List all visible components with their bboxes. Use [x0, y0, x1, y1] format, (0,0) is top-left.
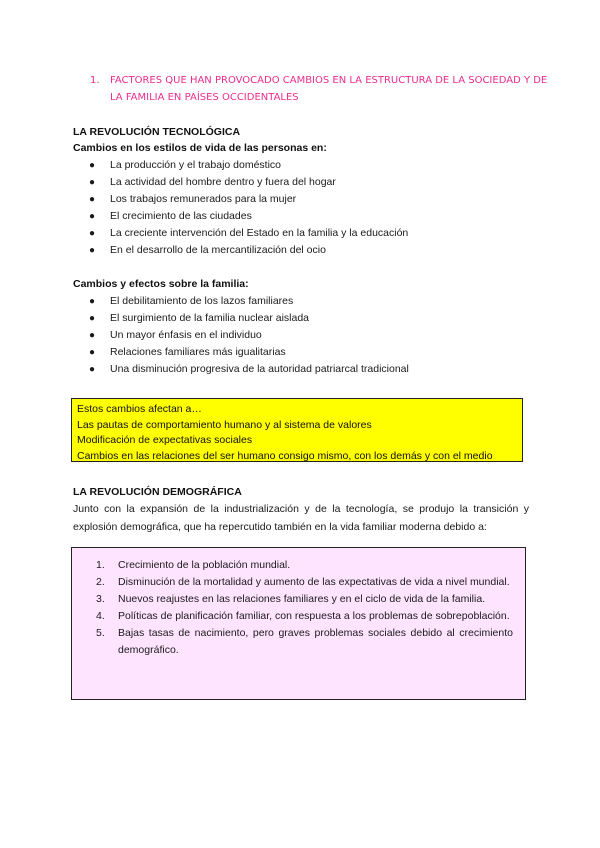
highlight-line: Las pautas de comportamiento humano y al sistema de valores [77, 418, 372, 431]
list-item: ● La creciente intervención del Estado en la familia y la educación [73, 225, 533, 242]
demo-paragraph: Junto con la expansión de la industrialización y de la tecnología, se produjo la transición y explosión demográfica, que ha repercutido también en la vida familiar moderna debido a: [73, 503, 529, 533]
list-item: 3. Nuevos reajustes en las relaciones familiares y en el ciclo de vida de la familia. [96, 591, 513, 608]
bullet-icon: ● [89, 364, 96, 375]
demo-section [73, 484, 533, 500]
bullet-icon: ● [89, 177, 96, 188]
list-item: ● La producción y el trabajo doméstico [73, 157, 533, 174]
item-number: 1. [96, 559, 105, 571]
demo-factors-box [71, 547, 526, 700]
highlight-box [71, 398, 523, 462]
bullet-icon: ● [89, 211, 96, 222]
tech-heading: LA REVOLUCIÓN TECNOLÓGICA [73, 126, 241, 138]
bullet-icon: ● [89, 313, 96, 324]
demo-heading: LA REVOLUCIÓN DEMOGRÁFICA [73, 486, 242, 498]
list-item: ● La actividad del hombre dentro y fuera del hogar [73, 174, 533, 191]
bullet-icon: ● [89, 296, 96, 307]
list-item: 5. Bajas tasas de nacimiento, pero graves problemas sociales debido al crecimiento demográfico. [96, 627, 513, 656]
list-item: ● Relaciones familiares más igualitarias [73, 344, 533, 361]
list-item: ● El debilitamiento de los lazos familiares [73, 293, 533, 310]
list-item: ● En el desarrollo de la mercantilización del ocio [73, 242, 533, 259]
highlight-line: Estos cambios afectan a… [77, 403, 202, 415]
item-number: 2. [96, 576, 105, 588]
highlight-line: Cambios en las relaciones del ser humano consigo mismo, con los demás y con el medio [77, 449, 493, 462]
family-section [73, 276, 533, 378]
item-number: 4. [96, 610, 105, 622]
tech-section [73, 124, 533, 259]
highlight-line: Modificación de expectativas sociales [77, 434, 253, 446]
list-item: ● El surgimiento de la familia nuclear aislada [73, 310, 533, 327]
demo-list [96, 557, 513, 659]
tech-subheading: Cambios en los estilos de vida de las personas en: [73, 142, 327, 154]
tech-list [73, 157, 533, 259]
title-text: FACTORES QUE HAN PROVOCADO CAMBIOS EN LA ESTRUCTURA DE LA SOCIEDAD Y DE LA FAMILIA EN PAÍSES OCCIDENTALES [110, 75, 548, 103]
bullet-icon: ● [89, 245, 96, 256]
list-item: 4. Políticas de planificación familiar, con respuesta a los problemas de sobrepoblación. [96, 608, 513, 625]
item-number: 3. [96, 593, 105, 605]
bullet-icon: ● [89, 228, 96, 239]
family-subheading: Cambios y efectos sobre la familia: [73, 278, 249, 290]
list-item: 2. Disminución de la mortalidad y aumento de las expectativas de vida a nivel mundial. [96, 574, 513, 591]
list-item: ● Una disminución progresiva de la autoridad patriarcal tradicional [73, 361, 533, 378]
family-list [73, 293, 533, 378]
title-number: 1. [90, 75, 100, 86]
list-item: ● Los trabajos remunerados para la mujer [73, 191, 533, 208]
item-number: 5. [96, 627, 105, 639]
list-item: ● Un mayor énfasis en el individuo [73, 327, 533, 344]
bullet-icon: ● [89, 160, 96, 171]
list-item: 1. Crecimiento de la población mundial. [96, 557, 513, 574]
bullet-icon: ● [89, 347, 96, 358]
bullet-icon: ● [89, 330, 96, 341]
bullet-icon: ● [89, 194, 96, 205]
section-title [90, 72, 550, 106]
list-item: ● El crecimiento de las ciudades [73, 208, 533, 225]
